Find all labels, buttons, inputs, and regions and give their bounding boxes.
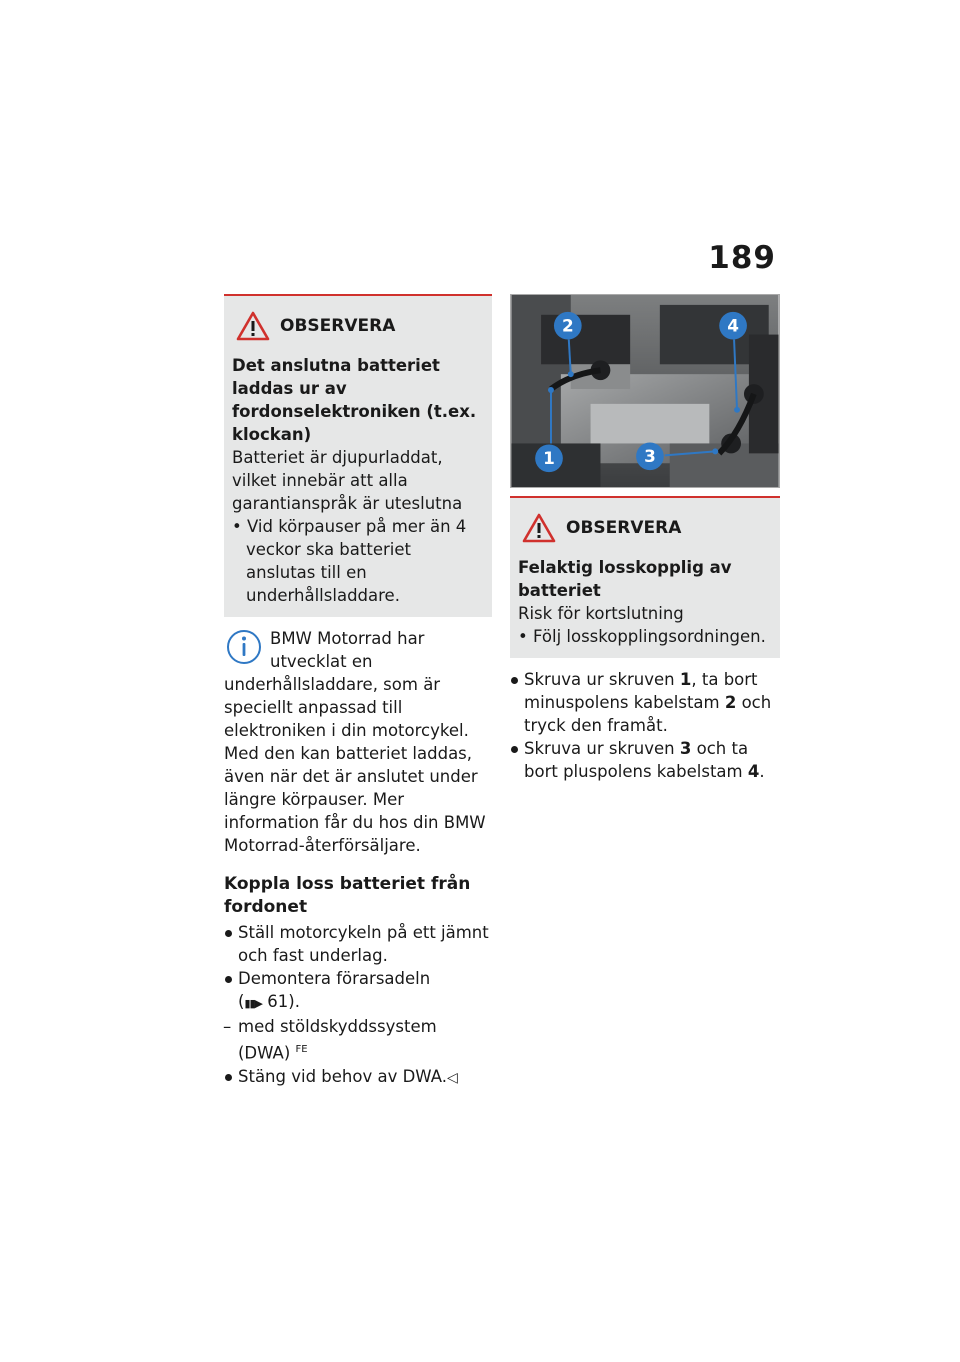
notice-header bbox=[518, 512, 772, 544]
notice-text: Risk för kortslutning bbox=[518, 604, 684, 623]
part-number: 1 bbox=[679, 670, 692, 689]
right-column bbox=[510, 294, 780, 783]
battery-photo bbox=[510, 294, 780, 488]
equipment-code: FE bbox=[295, 1044, 308, 1055]
part-number: 4 bbox=[747, 762, 760, 781]
warning-triangle-icon bbox=[236, 310, 270, 342]
svg-text:4: 4 bbox=[727, 315, 739, 336]
notice-header bbox=[232, 310, 484, 342]
warning-triangle-icon bbox=[522, 512, 556, 544]
info-icon bbox=[226, 629, 262, 665]
notice-bullet: • Följ losskopplingsordningen. bbox=[518, 625, 772, 648]
notice-text: Batteriet är djupurladdat, vilket innebär att alla garantianspråk är uteslutna bbox=[232, 448, 463, 513]
step-item: Skruva ur skruven 3 och ta bort pluspolens kabelstam 4. bbox=[510, 737, 780, 783]
left-column bbox=[224, 294, 492, 1090]
callout-2 bbox=[554, 312, 582, 340]
callout-4 bbox=[719, 312, 747, 340]
section-title: Koppla loss batteriet från fordonet bbox=[224, 874, 471, 917]
part-number: 2 bbox=[724, 693, 737, 712]
reference-arrow-icon: ▮▮▶ bbox=[244, 997, 263, 1010]
sub-step-text: med stöldskyddssystem (DWA) bbox=[238, 1017, 437, 1063]
info-paragraph bbox=[224, 627, 492, 857]
step-text: Stäng vid behov av DWA. bbox=[238, 1066, 447, 1086]
svg-text:1: 1 bbox=[543, 448, 555, 469]
notice-box-battery-discharge bbox=[224, 294, 492, 617]
step-item: Ställ motorcykeln på ett jämnt och fast underlag. bbox=[224, 921, 492, 967]
step-item: Skruva ur skruven 1, ta bort minuspolens kabelstam 2 och tryck den framåt. bbox=[510, 668, 780, 737]
step-list bbox=[510, 668, 780, 783]
notice-bullet-list bbox=[518, 625, 772, 648]
step-list bbox=[224, 921, 492, 1090]
notice-bullet-list bbox=[232, 515, 484, 607]
step-text: Demontera förarsadeln bbox=[238, 969, 431, 988]
notice-title: OBSERVERA bbox=[280, 316, 396, 336]
callout-3 bbox=[636, 442, 664, 470]
notice-bullet: • Vid körpauser på mer än 4 veckor ska batteriet anslutas till en underhållsladdare. bbox=[232, 515, 484, 607]
step-item bbox=[224, 1065, 492, 1090]
notice-heading: Det anslutna batteriet laddas ur av fordonselektroniken (t.ex. klockan) bbox=[232, 356, 477, 444]
notice-heading: Felaktig losskopplig av batteriet bbox=[518, 558, 732, 600]
notice-box-disconnect-order bbox=[510, 496, 780, 658]
notice-title: OBSERVERA bbox=[566, 518, 682, 538]
end-mark-icon: ◁ bbox=[446, 1069, 458, 1086]
step-item bbox=[224, 967, 492, 1015]
page-number: 189 bbox=[708, 240, 776, 276]
info-text: BMW Motorrad har utvecklat en underhållsladdare, som är speciellt anpassad till elektroniken i din motorcykel. Med den kan batteriet laddas, även när det är anslutet under längre körpauser. Mer information får du hos din BMW Motorrad-återförsäljare. bbox=[224, 629, 486, 855]
page-reference[interactable]: (▮▮▶ 61). bbox=[238, 992, 300, 1011]
callout-1 bbox=[535, 444, 563, 472]
svg-text:3: 3 bbox=[644, 446, 656, 467]
sub-step-item bbox=[224, 1015, 492, 1065]
svg-text:2: 2 bbox=[561, 315, 574, 336]
part-number: 3 bbox=[679, 739, 692, 758]
